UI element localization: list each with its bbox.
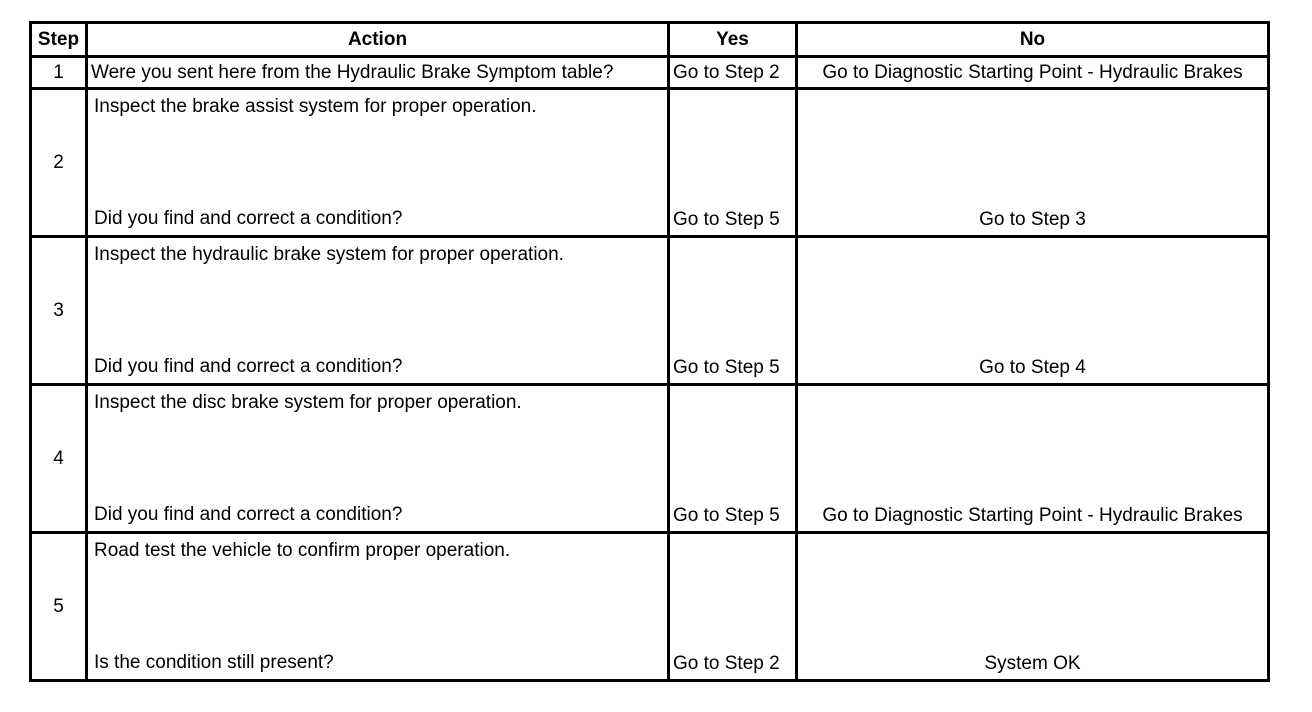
action-question: Did you find and correct a condition? [94,504,403,525]
header-yes: Yes [669,23,797,57]
header-action: Action [87,23,669,57]
table-row [31,89,1269,237]
header-step: Step [31,23,87,57]
no-result: Go to Step 3 [797,89,1269,237]
yes-result: Go to Step 5 [669,385,797,533]
action-text: Were you sent here from the Hydraulic Brake Symptom table? [87,57,669,89]
table-row [31,237,1269,385]
action-text: Inspect the brake assist system for proper operation. [94,96,537,117]
step-number: 4 [31,385,87,533]
action-question: Did you find and correct a condition? [94,208,403,229]
action-cell [87,89,669,237]
table-row [31,385,1269,533]
table-row [31,57,1269,89]
step-number: 3 [31,237,87,385]
step-number: 2 [31,89,87,237]
diagnostic-table [29,21,1270,682]
no-result: Go to Diagnostic Starting Point - Hydraulic Brakes [797,57,1269,89]
table-row [31,533,1269,681]
no-result: System OK [797,533,1269,681]
header-row [31,23,1269,57]
action-text: Road test the vehicle to confirm proper operation. [94,540,511,561]
action-cell [87,533,669,681]
action-question: Is the condition still present? [94,652,334,673]
header-no: No [797,23,1269,57]
action-question: Did you find and correct a condition? [94,356,403,377]
yes-result: Go to Step 2 [669,57,797,89]
yes-result: Go to Step 5 [669,89,797,237]
action-cell [87,237,669,385]
yes-result: Go to Step 2 [669,533,797,681]
yes-result: Go to Step 5 [669,237,797,385]
no-result: Go to Step 4 [797,237,1269,385]
action-cell [87,385,669,533]
step-number: 5 [31,533,87,681]
step-number: 1 [31,57,87,89]
action-text: Inspect the disc brake system for proper operation. [94,392,522,413]
no-result: Go to Diagnostic Starting Point - Hydraulic Brakes [797,385,1269,533]
action-text: Inspect the hydraulic brake system for proper operation. [94,244,564,265]
